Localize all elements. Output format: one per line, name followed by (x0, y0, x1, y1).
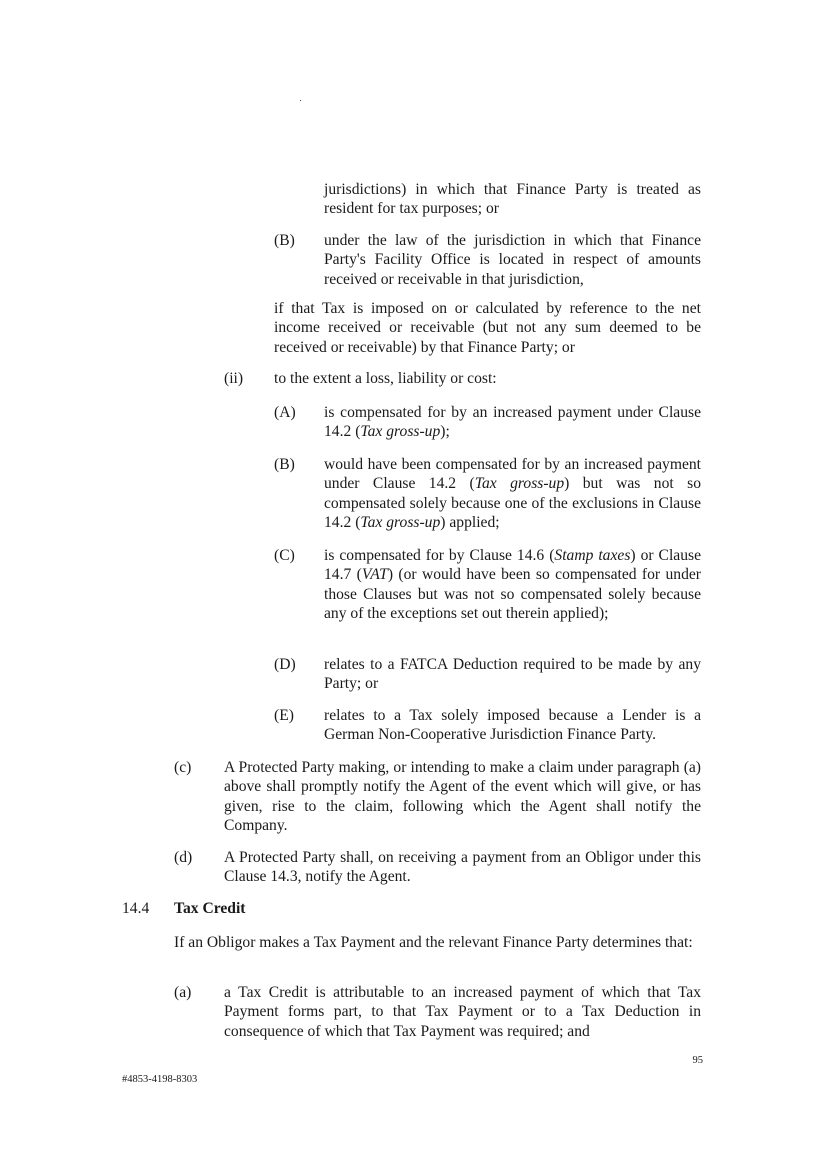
sub-e-label: (E) (274, 707, 294, 724)
continuation-text: jurisdictions) in which that Finance Party is treated as resident for tax purposes; or (324, 181, 701, 218)
item-ii-label: (ii) (224, 370, 244, 387)
para-d-text: A Protected Party shall, on receiving a payment from an Obligor under this Clause 14.3, notify the Agent. (224, 849, 701, 886)
sub-b2-label: (B) (274, 456, 295, 473)
sub-b1-label: (B) (274, 232, 295, 249)
item-ii-text: to the extent a loss, liability or cost: (274, 370, 497, 387)
sub-d-text: relates to a FATCA Deduction required to be made by any Party; or (324, 656, 701, 693)
section-number: 14.4 (122, 900, 150, 917)
para-c-label: (c) (174, 759, 192, 776)
para-c-text: A Protected Party making, or intending to make a claim under paragraph (a) above shall promptly notify the Agent of the event which will give, or has given, rise to the claim, following which the Agent shall notify the Company. (224, 759, 701, 834)
sub-e-text: relates to a Tax solely imposed because a Lender is a German Non-Cooperative Jurisdiction Finance Party. (324, 707, 701, 744)
para-a-label: (a) (174, 984, 192, 1001)
sub-d-label: (D) (274, 656, 296, 673)
document-reference: #4853-4198-8303 (122, 1074, 198, 1085)
sub-a-text: is compensated for by an increased payment under Clause 14.2 (Tax gross-up); (324, 404, 701, 441)
section-title: Tax Credit (174, 900, 246, 917)
sub-c-label: (C) (274, 547, 295, 564)
sub-a-label: (A) (274, 404, 296, 421)
para-a-text: a Tax Credit is attributable to an increased payment of which that Tax Payment forms part, to that Tax Payment or to a Tax Deduction in consequence of which that Tax Payment was required; and (224, 984, 701, 1040)
intro-text: If an Obligor makes a Tax Payment and the relevant Finance Party determines that: (174, 934, 693, 951)
scan-speck (300, 100, 301, 101)
sub-c-text: is compensated for by Clause 14.6 (Stamp taxes) or Clause 14.7 (VAT) (or would have been so compensated for under those Clauses but was not so compensated solely because any of the exceptions set out therein applied); (324, 547, 701, 622)
tail-text: if that Tax is imposed on or calculated by reference to the net income received or receivable (but not any sum deemed to be received or receivable) by that Finance Party; or (274, 300, 701, 356)
sub-b1-text: under the law of the jurisdiction in which that Finance Party's Facility Office is located in respect of amounts received or receivable in that jurisdiction, (324, 232, 701, 288)
para-d-label: (d) (174, 849, 193, 866)
page-number: 95 (692, 1055, 703, 1066)
sub-b2-text: would have been compensated for by an increased payment under Clause 14.2 (Tax gross-up) but was not so compensated solely because one of the exclusions in Clause 14.2 (Tax gross-up) applied; (324, 456, 701, 531)
